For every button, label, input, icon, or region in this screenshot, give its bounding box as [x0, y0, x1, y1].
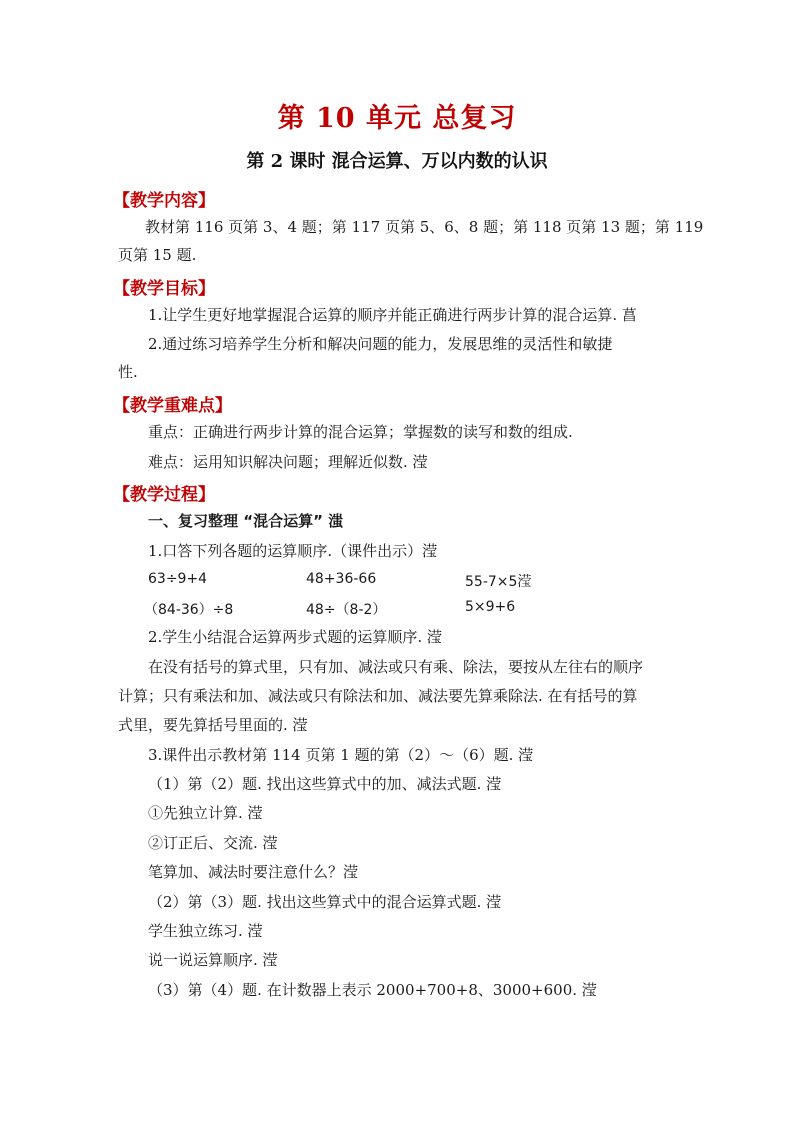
section-heading-process: 【教学过程】	[113, 485, 215, 505]
goal-2-line-2: 性.	[118, 363, 138, 381]
key-point: 重点：正确进行两步计算的混合运算；掌握数的读写和数的组成.	[148, 423, 573, 441]
section-heading-content: 【教学内容】	[113, 191, 215, 211]
section-heading-goals: 【教学目标】	[113, 279, 215, 299]
process-heading: 一、复习整理 “混合运算” 滍	[148, 512, 344, 530]
difficult-point: 难点：运用知识解决问题；理解近似数. 滢	[148, 453, 428, 471]
expression: （84-36）÷8	[144, 602, 234, 618]
goal-2-line-1: 2.通过练习培养学生分析和解决问题的能力，发展思维的灵活性和敏捷	[148, 335, 613, 353]
process-item-3: （3）第（4）题. 在计数器上表示 2000+700+8、3000+600. 滢	[148, 981, 597, 999]
process-subitem-2: ②订正后、交流. 滢	[148, 834, 278, 852]
process-step-3: 3.课件出示教材第 114 页第 1 题的第（2）～（6）题. 滢	[148, 746, 534, 764]
process-paragraph-line-1: 在没有括号的算式里，只有加、减法或只有乘、除法，要按从左往右的顺序	[148, 658, 644, 676]
goal-1: 1.让学生更好地掌握混合运算的顺序并能正确进行两步计算的混合运算. 菖	[148, 306, 637, 324]
document-title: 第 10 单元 总复习	[277, 103, 517, 134]
process-item-1: （1）第（2）题. 找出这些算式中的加、减法式题. 滢	[148, 775, 502, 793]
content-text-line-2: 页第 15 题.	[118, 246, 197, 264]
process-subitem-1: ①先独立计算. 滢	[148, 804, 263, 822]
content-text-line-1: 教材第 116 页第 3、4 题；第 117 页第 5、6、8 题；第 118 页第 13 题；第 119	[145, 218, 704, 236]
expression: 48÷（8-2）	[306, 602, 387, 618]
expression: 5×9+6	[465, 599, 516, 615]
expression: 48+36-66	[306, 571, 377, 587]
process-question: 笔算加、减法时要注意什么？滢	[148, 863, 359, 881]
process-step-1: 1.口答下列各题的运算顺序.（课件出示）滢	[148, 542, 438, 560]
expression: 55-7×5滢	[465, 574, 532, 590]
process-item-2: （2）第（3）题. 找出这些算式中的混合运算式题. 滢	[148, 893, 502, 911]
process-discuss: 说一说运算顺序. 滢	[148, 951, 278, 969]
expression: 63÷9+4	[148, 571, 208, 587]
lesson-subtitle: 第 2 课时 混合运算、万以内数的认识	[246, 151, 548, 172]
process-step-2: 2.学生小结混合运算两步式题的运算顺序. 滢	[148, 628, 442, 646]
section-heading-key-points: 【教学重难点】	[113, 396, 232, 416]
process-practice: 学生独立练习. 滢	[148, 922, 263, 940]
process-paragraph-line-2: 计算；只有乘法和加、减法或只有除法和加、减法要先算乘除法. 在有括号的算	[118, 687, 638, 705]
process-paragraph-line-3: 式里，要先算括号里面的. 滢	[118, 716, 308, 734]
